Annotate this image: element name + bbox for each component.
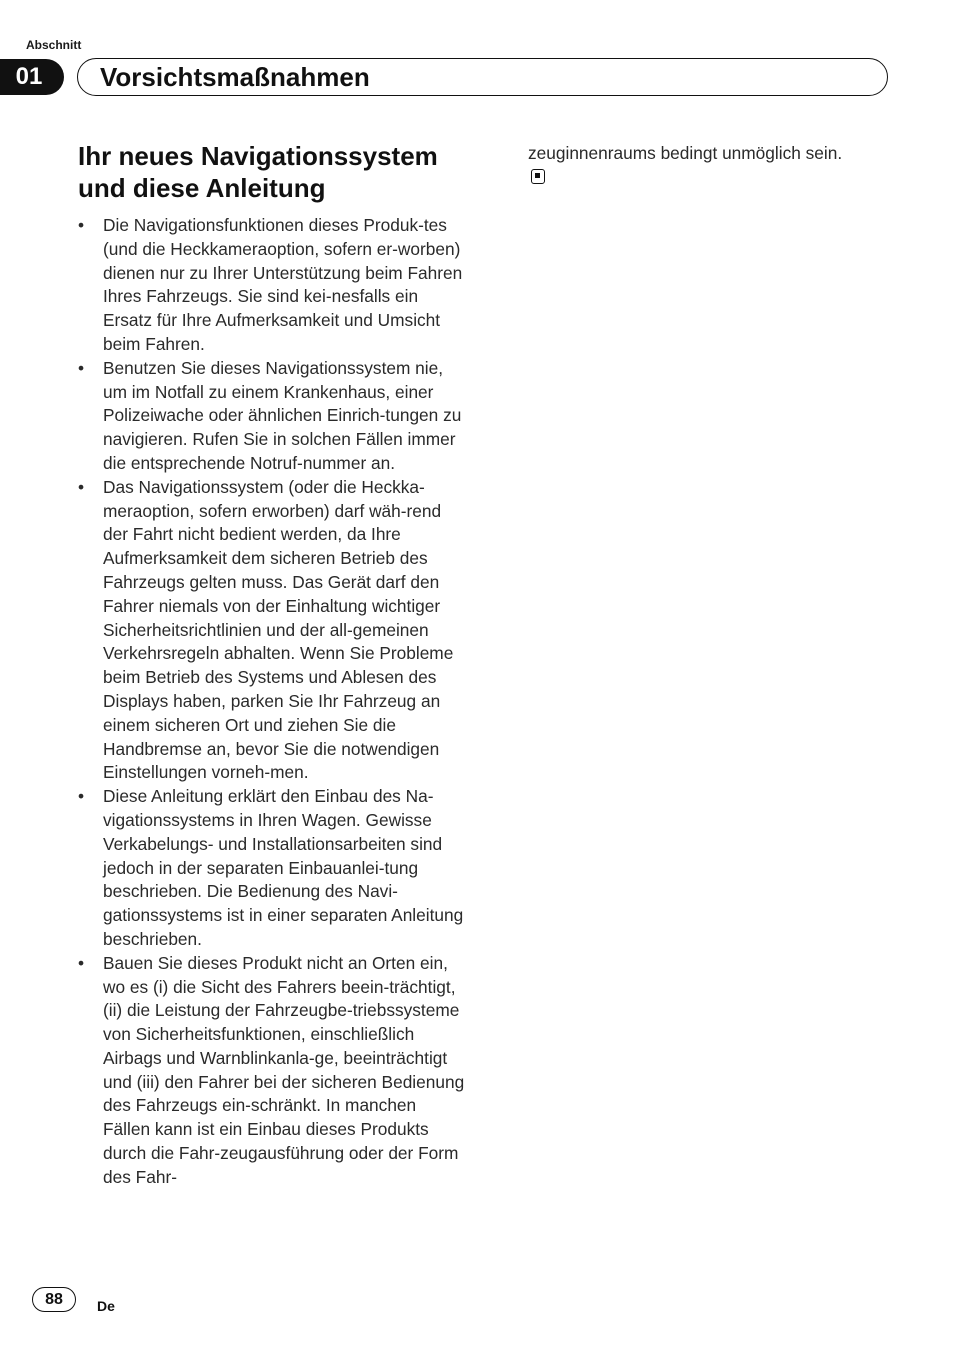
section-heading: Ihr neues Navigationssystem und diese Anleitung <box>78 141 438 203</box>
bullet-dot-icon: • <box>78 215 85 235</box>
bullet-text: Diese Anleitung erklärt den Einbau des Na-vigationssystems in Ihren Wagen. Gewisse Verkabelungs- und Installationsarbeiten sind jedoch in der separaten Einbauanlei-tung beschrieben. Die Bedienung des Navi-gationssystems ist in einer separaten Anleitung beschrieben. <box>103 786 464 949</box>
bullet-dot-icon: • <box>78 357 85 378</box>
bullet-item <box>78 476 468 785</box>
end-of-section-icon <box>531 169 545 184</box>
bullet-dot-icon: • <box>78 952 85 973</box>
bullet-dot-icon: • <box>78 476 85 497</box>
right-column <box>528 142 858 190</box>
bullet-item <box>78 214 468 357</box>
bullet-item <box>78 785 468 952</box>
continuation-text: zeuginnenraums bedingt unmöglich sein. <box>528 143 843 163</box>
section-label: Abschnitt <box>26 38 82 52</box>
bullet-text: Die Navigationsfunktionen dieses Produk-tes (und die Heckkameraoption, sofern er-worben) dienen nur zu Ihrer Unterstützung beim Fahren Ihres Fahrzeugs. Sie sind kei-nesfalls ein Ersatz für Ihre Aufmerksamkeit und Umsicht beim Fahren. <box>103 215 463 354</box>
bullet-text: Das Navigationssystem (oder die Heckka-meraoption, sofern erworben) darf wäh-rend der Fahrt nicht bedient werden, da Ihre Aufmerksamkeit dem sicheren Betrieb des Fahrzeugs gelten muss. Das Gerät darf den Fahrer niemals von der Einhaltung wichtiger Sicherheitsrichtlinien und der all-gemeinen Verkehrsregeln abhalten. Wenn Sie Probleme beim Betrieb des Systems und Ablesen des Displays haben, parken Sie Ihr Fahrzeug an einem sicheren Ort und ziehen Sie die Handbremse an, bevor Sie die notwendigen Einstellungen vorneh-men. <box>103 476 454 783</box>
chapter-title: Vorsichtsmaßnahmen <box>100 61 370 92</box>
bullet-list <box>78 214 468 1190</box>
bullet-item <box>78 952 468 1190</box>
bullet-dot-icon: • <box>78 786 85 807</box>
bullet-item <box>78 357 468 476</box>
bullet-text: Benutzen Sie dieses Navigationssystem nie, um im Notfall zu einem Krankenhaus, einer Polizeiwache oder ähnlichen Einrich-tungen zu navigieren. Rufen Sie in solchen Fällen immer die entsprechende Notruf-nummer an. <box>103 357 462 473</box>
page-number: 88 <box>32 1287 76 1312</box>
language-code: De <box>97 1298 115 1314</box>
chapter-number-badge: 01 <box>0 59 64 95</box>
bullet-text: Bauen Sie dieses Produkt nicht an Orten ein, wo es (i) die Sicht des Fahrers beein-trächtigt, (ii) die Leistung der Fahrzeugbe-triebssysteme von Sicherheitsfunktionen, einschließlich Airbags und Warnblinkanla-ge, beeinträchtigt und (iii) den Fahrer bei der sicheren Bedienung des Fahrzeugs ein-schränkt. In manchen Fällen kann ist ein Einbau dieses Produkts durch die Fahr-zeugausführung oder der Form des Fahr- <box>103 952 465 1187</box>
continuation-paragraph <box>528 142 858 190</box>
chapter-title-bar <box>77 58 888 96</box>
left-column <box>78 140 468 1190</box>
